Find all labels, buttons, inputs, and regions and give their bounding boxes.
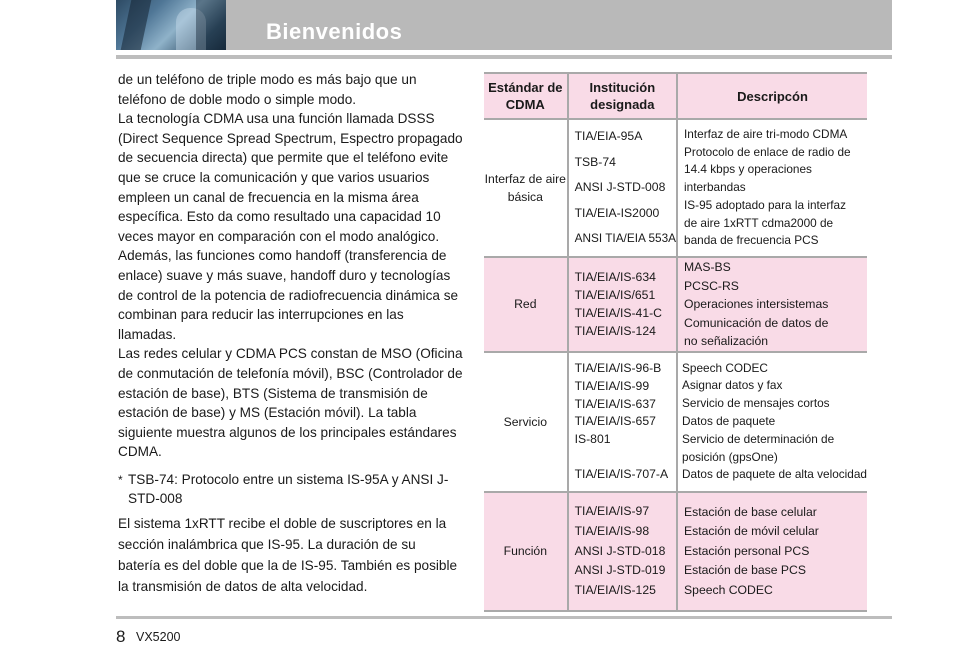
table-row (484, 352, 867, 492)
description-item: Estación de base celular (684, 504, 817, 519)
text-line: siguiente muestra algunos de los principales estándares (118, 424, 457, 440)
standard-item: TIA/EIA/IS-707-A (574, 467, 669, 482)
standard-item: TIA/EIA/IS-41-C (574, 306, 662, 321)
row-standards (568, 352, 677, 492)
standard-item: TIA/EIA/IS-97 (574, 503, 650, 518)
standard-item: ANSI J-STD-018 (574, 543, 666, 558)
page-header (116, 0, 892, 50)
paragraph-1 (118, 70, 463, 462)
description-item: MAS-BS (684, 260, 731, 274)
row-category: Servicio (484, 352, 568, 492)
description-item: Estación personal PCS (684, 543, 810, 558)
standard-item: TIA/EIA-95A (574, 129, 643, 144)
text-line: de control de la potencia de radiofrecuencia dinámica se (118, 287, 459, 303)
text-line: empleen un canal de frecuencia en la misma área (118, 189, 419, 205)
description-item: Speech CODEC (684, 582, 773, 597)
standard-item: IS-801 (574, 432, 611, 447)
standard-item: ANSI J-STD-008 (574, 180, 666, 195)
description-item: Asignar datos y fax (682, 378, 783, 393)
text-line: combinan para reducir las interrupciones en las (118, 307, 404, 323)
description-item: Operaciones intersistemas (684, 297, 829, 312)
footnote (118, 470, 463, 509)
row-category: Interfaz de aire básica (484, 119, 568, 257)
description-item: 14.4 kbps y operaciones (684, 162, 812, 177)
description-item: banda de frecuencia PCS (684, 233, 819, 248)
standard-item: ANSI TIA/EIA 553A (574, 231, 677, 246)
description-item: Interfaz de aire tri-modo CDMA (684, 126, 848, 141)
description-item: interbandas (684, 180, 746, 195)
standard-item: TIA/EIA/IS-634 (574, 270, 656, 285)
standard-item: TIA/EIA/IS-98 (574, 523, 650, 538)
text-line: llamadas. (118, 326, 177, 342)
text-line: que se cruce la comunicación y que varios usuarios (118, 169, 430, 185)
text-line: Las redes celular y CDMA PCS constan de MSO (Oficina (118, 346, 463, 362)
description-item: Estación de base PCS (684, 563, 806, 578)
standard-item: ANSI J-STD-019 (574, 563, 666, 578)
standard-item: TIA/EIA/IS-657 (574, 414, 656, 429)
standard-item: TIA/EIA/IS-124 (574, 324, 656, 339)
footnote-line: STD-008 (128, 491, 183, 507)
description-item: posición (gpsOne) (682, 449, 778, 464)
description-item: Estación de móvil celular (684, 524, 819, 539)
description-item: Speech CODEC (682, 360, 768, 375)
text-line: la transmisión de datos de alta velocidad. (118, 579, 368, 595)
header-institution: Institución designada (568, 73, 677, 119)
footer-divider (116, 616, 892, 619)
row-standards (568, 257, 677, 352)
model-name: VX5200 (136, 630, 181, 644)
text-line: (Direct Sequence Spread Spectrum, Espectro propagado (118, 130, 463, 146)
row-descriptions (677, 257, 867, 352)
table-row (484, 119, 867, 257)
text-line: sección inalámbrica que IS-95. La duración de su (118, 537, 416, 553)
row-category: Red (484, 257, 568, 352)
table-row (484, 492, 867, 611)
header-divider (116, 55, 892, 59)
text-line: estación de base), BTS (Sistema de transmisión de (118, 385, 428, 401)
header-photo-image (116, 0, 226, 50)
header-description: Descripcón (677, 73, 867, 119)
text-line: El sistema 1xRTT recibe el doble de suscriptores en la (118, 516, 447, 532)
paragraph-2 (118, 513, 463, 597)
row-category: Función (484, 492, 568, 611)
description-item: Comunicación de datos de (684, 315, 829, 330)
description-item: Protocolo de enlace de radio de (684, 144, 851, 159)
text-line: batería es del doble que la de IS-95. También es posible (118, 558, 458, 574)
text-line: de conmutación de telefonía móvil), BSC (Controlador de (118, 365, 463, 381)
text-line: de secuencia directa) que permite que el teléfono evite (118, 150, 449, 166)
description-item: PCSC-RS (684, 278, 739, 293)
description-item: Servicio de mensajes cortos (682, 396, 830, 411)
row-standards (568, 492, 677, 611)
text-line: Además, las funciones como handoff (transferencia de (118, 248, 447, 264)
standard-item: TIA/EIA/IS-637 (574, 396, 656, 411)
footnote-line: TSB-74: Protocolo entre un sistema IS-95A y ANSI J- (128, 471, 449, 487)
standard-item: TIA/EIA-IS2000 (574, 205, 660, 220)
standard-item: TIA/EIA/IS/651 (574, 288, 656, 303)
table-header-row (484, 73, 867, 119)
text-line: de un teléfono de triple modo es más bajo que un (118, 72, 417, 87)
text-line: específica. Esto da como resultado una capacidad 10 (118, 209, 441, 225)
description-item: Datos de paquete (682, 414, 776, 429)
text-line: teléfono de doble modo o simple modo. (118, 91, 357, 107)
text-line: CDMA. (118, 444, 162, 460)
description-item: IS-95 adoptado para la interfaz (684, 197, 847, 212)
text-line: veces mayor en comparación con el modo analógico. (118, 228, 440, 244)
description-item: Servicio de determinación de (682, 431, 835, 446)
text-line: enlace) suave y más suave, handoff duro y tecnologías (118, 267, 451, 283)
cdma-standards-table (484, 72, 867, 612)
description-item: Datos de paquete de alta velocidad (682, 467, 867, 482)
page-number: 8 (116, 627, 126, 646)
footnote-marker: * (118, 472, 123, 487)
standard-item: TIA/EIA/IS-99 (574, 378, 650, 393)
body-text-column (118, 70, 463, 597)
standard-item: TSB-74 (574, 154, 616, 169)
text-line: estación de base) y MS (Estación móvil). La tabla (118, 405, 417, 421)
row-descriptions (677, 492, 867, 611)
description-item: de aire 1xRTT cdma2000 de (684, 215, 834, 230)
standard-item: TIA/EIA/IS-125 (574, 583, 656, 598)
page-title: Bienvenidos (266, 19, 403, 44)
standard-item: TIA/EIA/IS-96-B (574, 361, 662, 376)
row-standards (568, 119, 677, 257)
text-line: La tecnología CDMA usa una función llamada DSSS (118, 111, 435, 127)
description-item: no señalización (684, 334, 769, 349)
row-descriptions (677, 119, 867, 257)
header-standard: Estándar de CDMA (484, 73, 568, 119)
row-descriptions (677, 352, 867, 492)
table-row (484, 257, 867, 352)
